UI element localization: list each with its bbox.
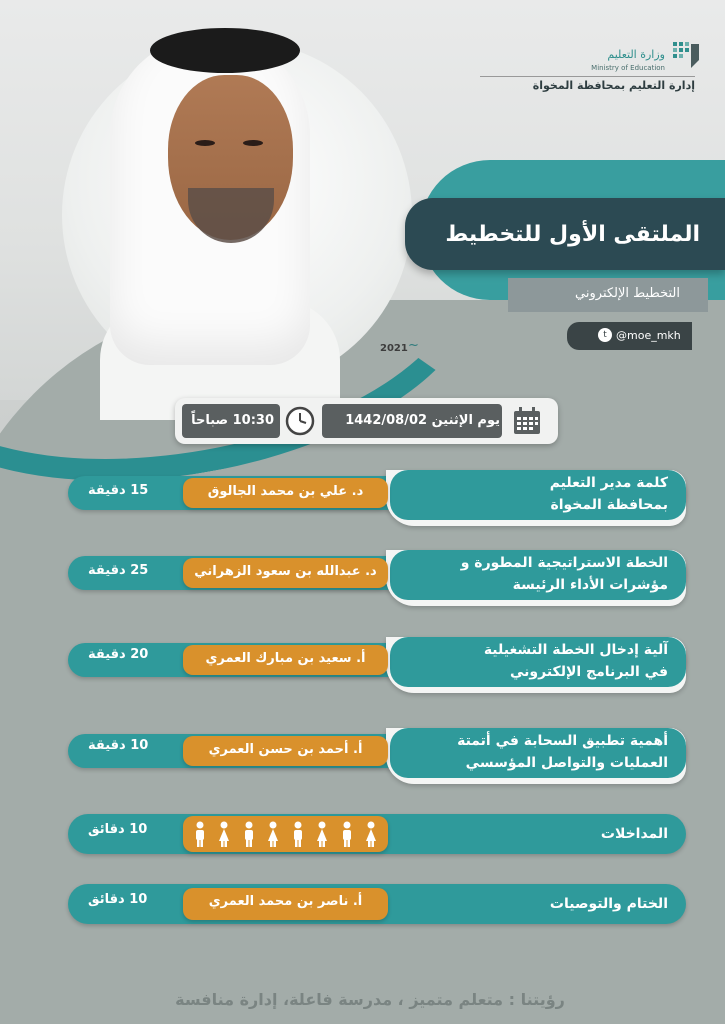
calendar-icon <box>512 406 542 436</box>
speaker-badge <box>183 645 388 675</box>
agenda-row-3 <box>68 637 686 693</box>
department-name: إدارة التعليم بمحافظة المخواة <box>480 76 695 92</box>
speaker-badge <box>183 736 388 766</box>
agenda-topic-line1: الخطة الاستراتيجية المطورة و <box>460 555 668 571</box>
agenda-topic-line2: في البرنامج الإلكتروني <box>510 664 668 680</box>
agenda-duration: 25 دقيقة <box>88 563 149 578</box>
speaker-name: أ. ناصر بن محمد العمري <box>208 894 363 909</box>
agenda-row-4 <box>68 728 686 784</box>
event-date: يوم الإثنين 1442/08/02 <box>345 413 500 428</box>
person-icon <box>217 821 231 847</box>
agenda-topic <box>388 639 668 683</box>
person-icon <box>364 821 378 847</box>
agenda-topic-line1: أهمية تطبيق السحابة في أتمتة <box>457 733 668 749</box>
agenda-duration: 10 دقائق <box>88 892 148 907</box>
logo-arabic-text: وزارة التعليم <box>607 48 665 61</box>
participants-badge <box>183 816 388 852</box>
agenda-topic-line2: مؤشرات الأداء الرئيسة <box>512 577 668 593</box>
ministry-emblem-icon <box>671 40 701 72</box>
agenda-topic <box>388 823 668 845</box>
speaker-name: أ. سعيد بن مبارك العمري <box>205 651 366 666</box>
person-icon <box>315 821 329 847</box>
agenda-topic-line1: الختام والتوصيات <box>549 896 668 912</box>
portrait-eye-left <box>195 140 215 146</box>
event-title: الملتقى الأول للتخطيط <box>445 222 700 247</box>
person-icon <box>340 821 354 847</box>
agenda-topic-line1: المداخلات <box>600 826 668 842</box>
ministry-logo <box>540 20 705 80</box>
agenda-row-5 <box>68 812 686 856</box>
agenda-topic-line2: بمحافظة المخواة <box>550 497 668 513</box>
agenda-topic <box>388 552 668 596</box>
speaker-name: أ. أحمد بن حسن العمري <box>208 742 363 757</box>
signature-year: 2021 <box>380 343 408 354</box>
portrait-eye-right <box>243 140 263 146</box>
agenda-topic <box>388 730 668 774</box>
agenda-row-2 <box>68 550 686 606</box>
person-icon <box>242 821 256 847</box>
agenda-topic-line1: كلمة مدير التعليم <box>549 475 668 491</box>
agenda-duration: 10 دقيقة <box>88 738 149 753</box>
vision-slogan: رؤيتنا : متعلم متميز ، مدرسة فاعلة، إدارة منافسة <box>175 990 565 1009</box>
agenda-row-6 <box>68 882 686 926</box>
signature-mark: ~ <box>408 338 419 353</box>
speaker-badge <box>183 558 388 588</box>
speaker-badge <box>183 888 388 920</box>
speaker-badge <box>183 478 388 508</box>
agenda-topic-line1: آلية إدخال الخطة التشغيلية <box>483 642 668 658</box>
portrait-agal <box>150 28 300 73</box>
twitter-icon: t <box>598 328 612 342</box>
speaker-name: د. عبدالله بن سعود الزهراني <box>194 564 377 579</box>
agenda-duration: 10 دقائق <box>88 822 148 837</box>
twitter-handle[interactable]: @moe_mkh <box>616 329 681 342</box>
person-icon <box>266 821 280 847</box>
agenda-topic-line2: العمليات والتواصل المؤسسي <box>465 755 668 771</box>
person-icon <box>193 821 207 847</box>
event-time: 10:30 صباحاً <box>191 413 274 428</box>
agenda-topic <box>388 893 668 915</box>
event-subtitle: التخطيط الإلكتروني <box>575 286 680 301</box>
agenda-topic <box>388 472 668 516</box>
person-icon <box>291 821 305 847</box>
agenda-duration: 15 دقيقة <box>88 483 149 498</box>
clock-icon <box>285 406 315 436</box>
agenda-duration: 20 دقيقة <box>88 647 149 662</box>
agenda-row-1 <box>68 470 686 526</box>
logo-english-text: Ministry of Education <box>591 64 665 72</box>
speaker-name: د. علي بن محمد الجالوق <box>207 484 364 499</box>
participants-icons <box>193 821 378 847</box>
